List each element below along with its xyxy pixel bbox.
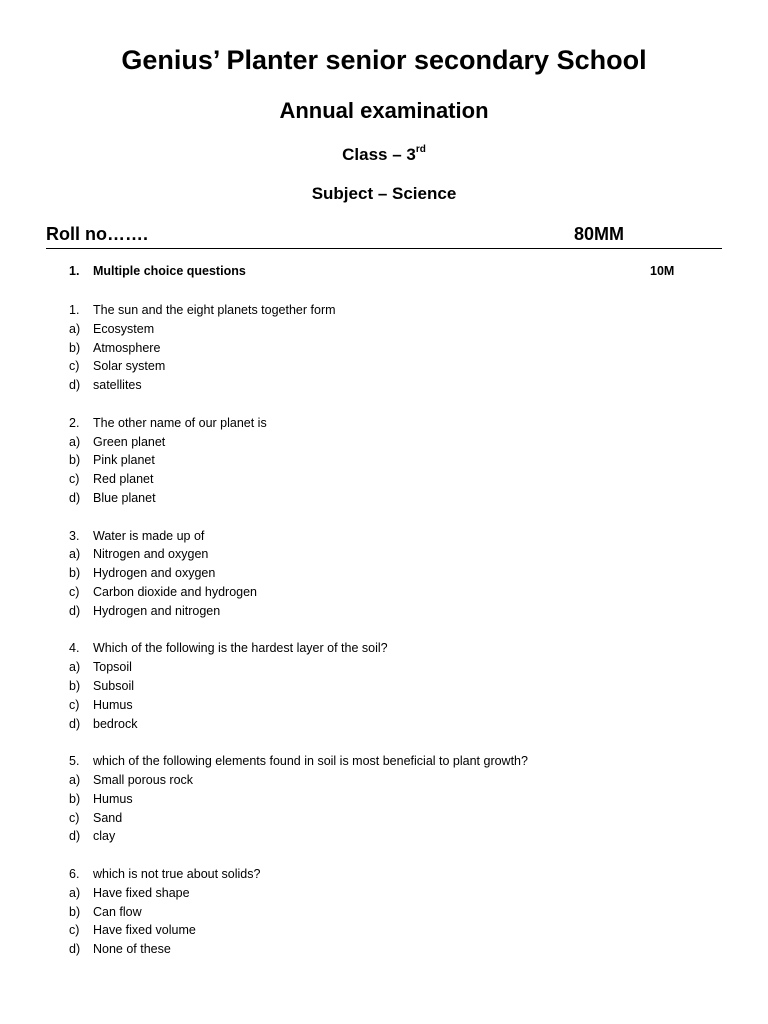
question-text-row (69, 639, 719, 658)
question-text-row (69, 752, 719, 771)
option-row (69, 696, 719, 715)
option-letter: b) (69, 791, 81, 806)
option-text: Atmosphere (93, 340, 161, 355)
option-row (69, 489, 719, 508)
option-letter: b) (69, 566, 81, 581)
question-6 (69, 865, 719, 959)
option-text: Hydrogen and oxygen (93, 566, 216, 581)
option-text: Topsoil (93, 660, 132, 675)
option-letter: a) (69, 434, 81, 449)
option-text: Ecosystem (93, 321, 155, 336)
question-2 (69, 414, 719, 508)
option-text: None of these (93, 942, 171, 957)
option-letter: b) (69, 340, 81, 355)
question-text-row (69, 414, 719, 433)
option-letter: a) (69, 660, 81, 675)
question-text: Water is made up of (93, 528, 205, 543)
option-text: Green planet (93, 434, 166, 449)
option-letter: a) (69, 885, 81, 900)
question-text: The sun and the eight planets together form (93, 303, 336, 317)
option-letter: b) (69, 904, 81, 919)
option-letter: c) (69, 472, 80, 487)
option-row (69, 357, 719, 376)
class-label: Class – 3 (342, 145, 416, 164)
option-letter: c) (69, 923, 80, 938)
option-row (69, 921, 719, 940)
option-text: satellites (93, 378, 142, 393)
option-row (69, 339, 719, 358)
option-text: Red planet (93, 472, 154, 487)
option-row (69, 564, 719, 583)
option-row (69, 470, 719, 489)
option-text: Have fixed volume (93, 923, 196, 938)
option-text: Humus (93, 791, 133, 806)
option-text: Small porous rock (93, 772, 194, 787)
option-row (69, 809, 719, 828)
question-text-row (69, 865, 719, 884)
option-row (69, 827, 719, 846)
option-row (69, 790, 719, 809)
question-5 (69, 752, 719, 846)
question-number: 4. (69, 641, 80, 656)
question-number: 6. (69, 866, 80, 881)
option-row (69, 451, 719, 470)
question-text: which is not true about solids? (93, 866, 261, 881)
option-letter: c) (69, 359, 80, 374)
option-letter: d) (69, 490, 81, 505)
option-row (69, 658, 719, 677)
option-text: Subsoil (93, 678, 134, 693)
option-text: Can flow (93, 904, 142, 919)
section-number: 1. (69, 264, 80, 278)
option-letter: a) (69, 321, 81, 336)
option-letter: b) (69, 453, 81, 468)
option-row (69, 433, 719, 452)
class-line (0, 145, 768, 165)
question-number: 5. (69, 754, 80, 769)
question-text-row (69, 527, 719, 546)
section-title: Multiple choice questions (93, 264, 246, 278)
exam-title: Annual examination (279, 98, 489, 123)
option-text: Hydrogen and nitrogen (93, 603, 221, 618)
question-text: Which of the following is the hardest layer of the soil? (93, 641, 388, 656)
option-text: Nitrogen and oxygen (93, 547, 209, 562)
option-row (69, 545, 719, 564)
option-row (69, 903, 719, 922)
option-text: clay (93, 829, 116, 844)
option-letter: a) (69, 772, 81, 787)
option-letter: d) (69, 942, 81, 957)
option-text: Solar system (93, 359, 166, 374)
option-letter: d) (69, 716, 81, 731)
option-letter: b) (69, 678, 81, 693)
option-letter: d) (69, 378, 81, 393)
option-row (69, 320, 719, 339)
option-letter: c) (69, 697, 80, 712)
option-letter: d) (69, 829, 81, 844)
option-text: bedrock (93, 716, 138, 731)
option-text: Humus (93, 697, 133, 712)
question-number: 1. (69, 303, 80, 317)
section-marks: 10M (650, 264, 675, 278)
subject-line: Subject – Science (311, 184, 457, 203)
option-row (69, 583, 719, 602)
option-text: Blue planet (93, 490, 156, 505)
question-3 (69, 527, 719, 621)
maximum-marks: 80MM (574, 224, 625, 244)
option-row (69, 602, 719, 621)
option-row (69, 715, 719, 734)
roll-number-label: Roll no……. (46, 224, 148, 244)
question-number: 3. (69, 528, 80, 543)
question-list (69, 301, 719, 978)
option-letter: c) (69, 810, 80, 825)
option-row (69, 884, 719, 903)
option-text: Have fixed shape (93, 885, 190, 900)
question-text-row (69, 301, 719, 320)
class-superscript: rd (415, 144, 426, 156)
section-heading (69, 264, 689, 282)
question-number: 2. (69, 415, 80, 430)
option-text: Sand (93, 810, 123, 825)
option-row (69, 940, 719, 959)
option-text: Carbon dioxide and hydrogen (93, 584, 258, 599)
option-row (69, 677, 719, 696)
option-text: Pink planet (93, 453, 155, 468)
option-row (69, 771, 719, 790)
school-name: Genius’ Planter senior secondary School (121, 45, 647, 75)
question-4 (69, 639, 719, 733)
option-letter: c) (69, 584, 80, 599)
option-letter: d) (69, 603, 81, 618)
question-text: The other name of our planet is (93, 415, 267, 430)
question-1 (69, 301, 719, 395)
option-letter: a) (69, 547, 81, 562)
question-text: which of the following elements found in soil is most beneficial to plant growth? (93, 754, 528, 769)
roll-row (46, 224, 722, 249)
option-row (69, 376, 719, 395)
